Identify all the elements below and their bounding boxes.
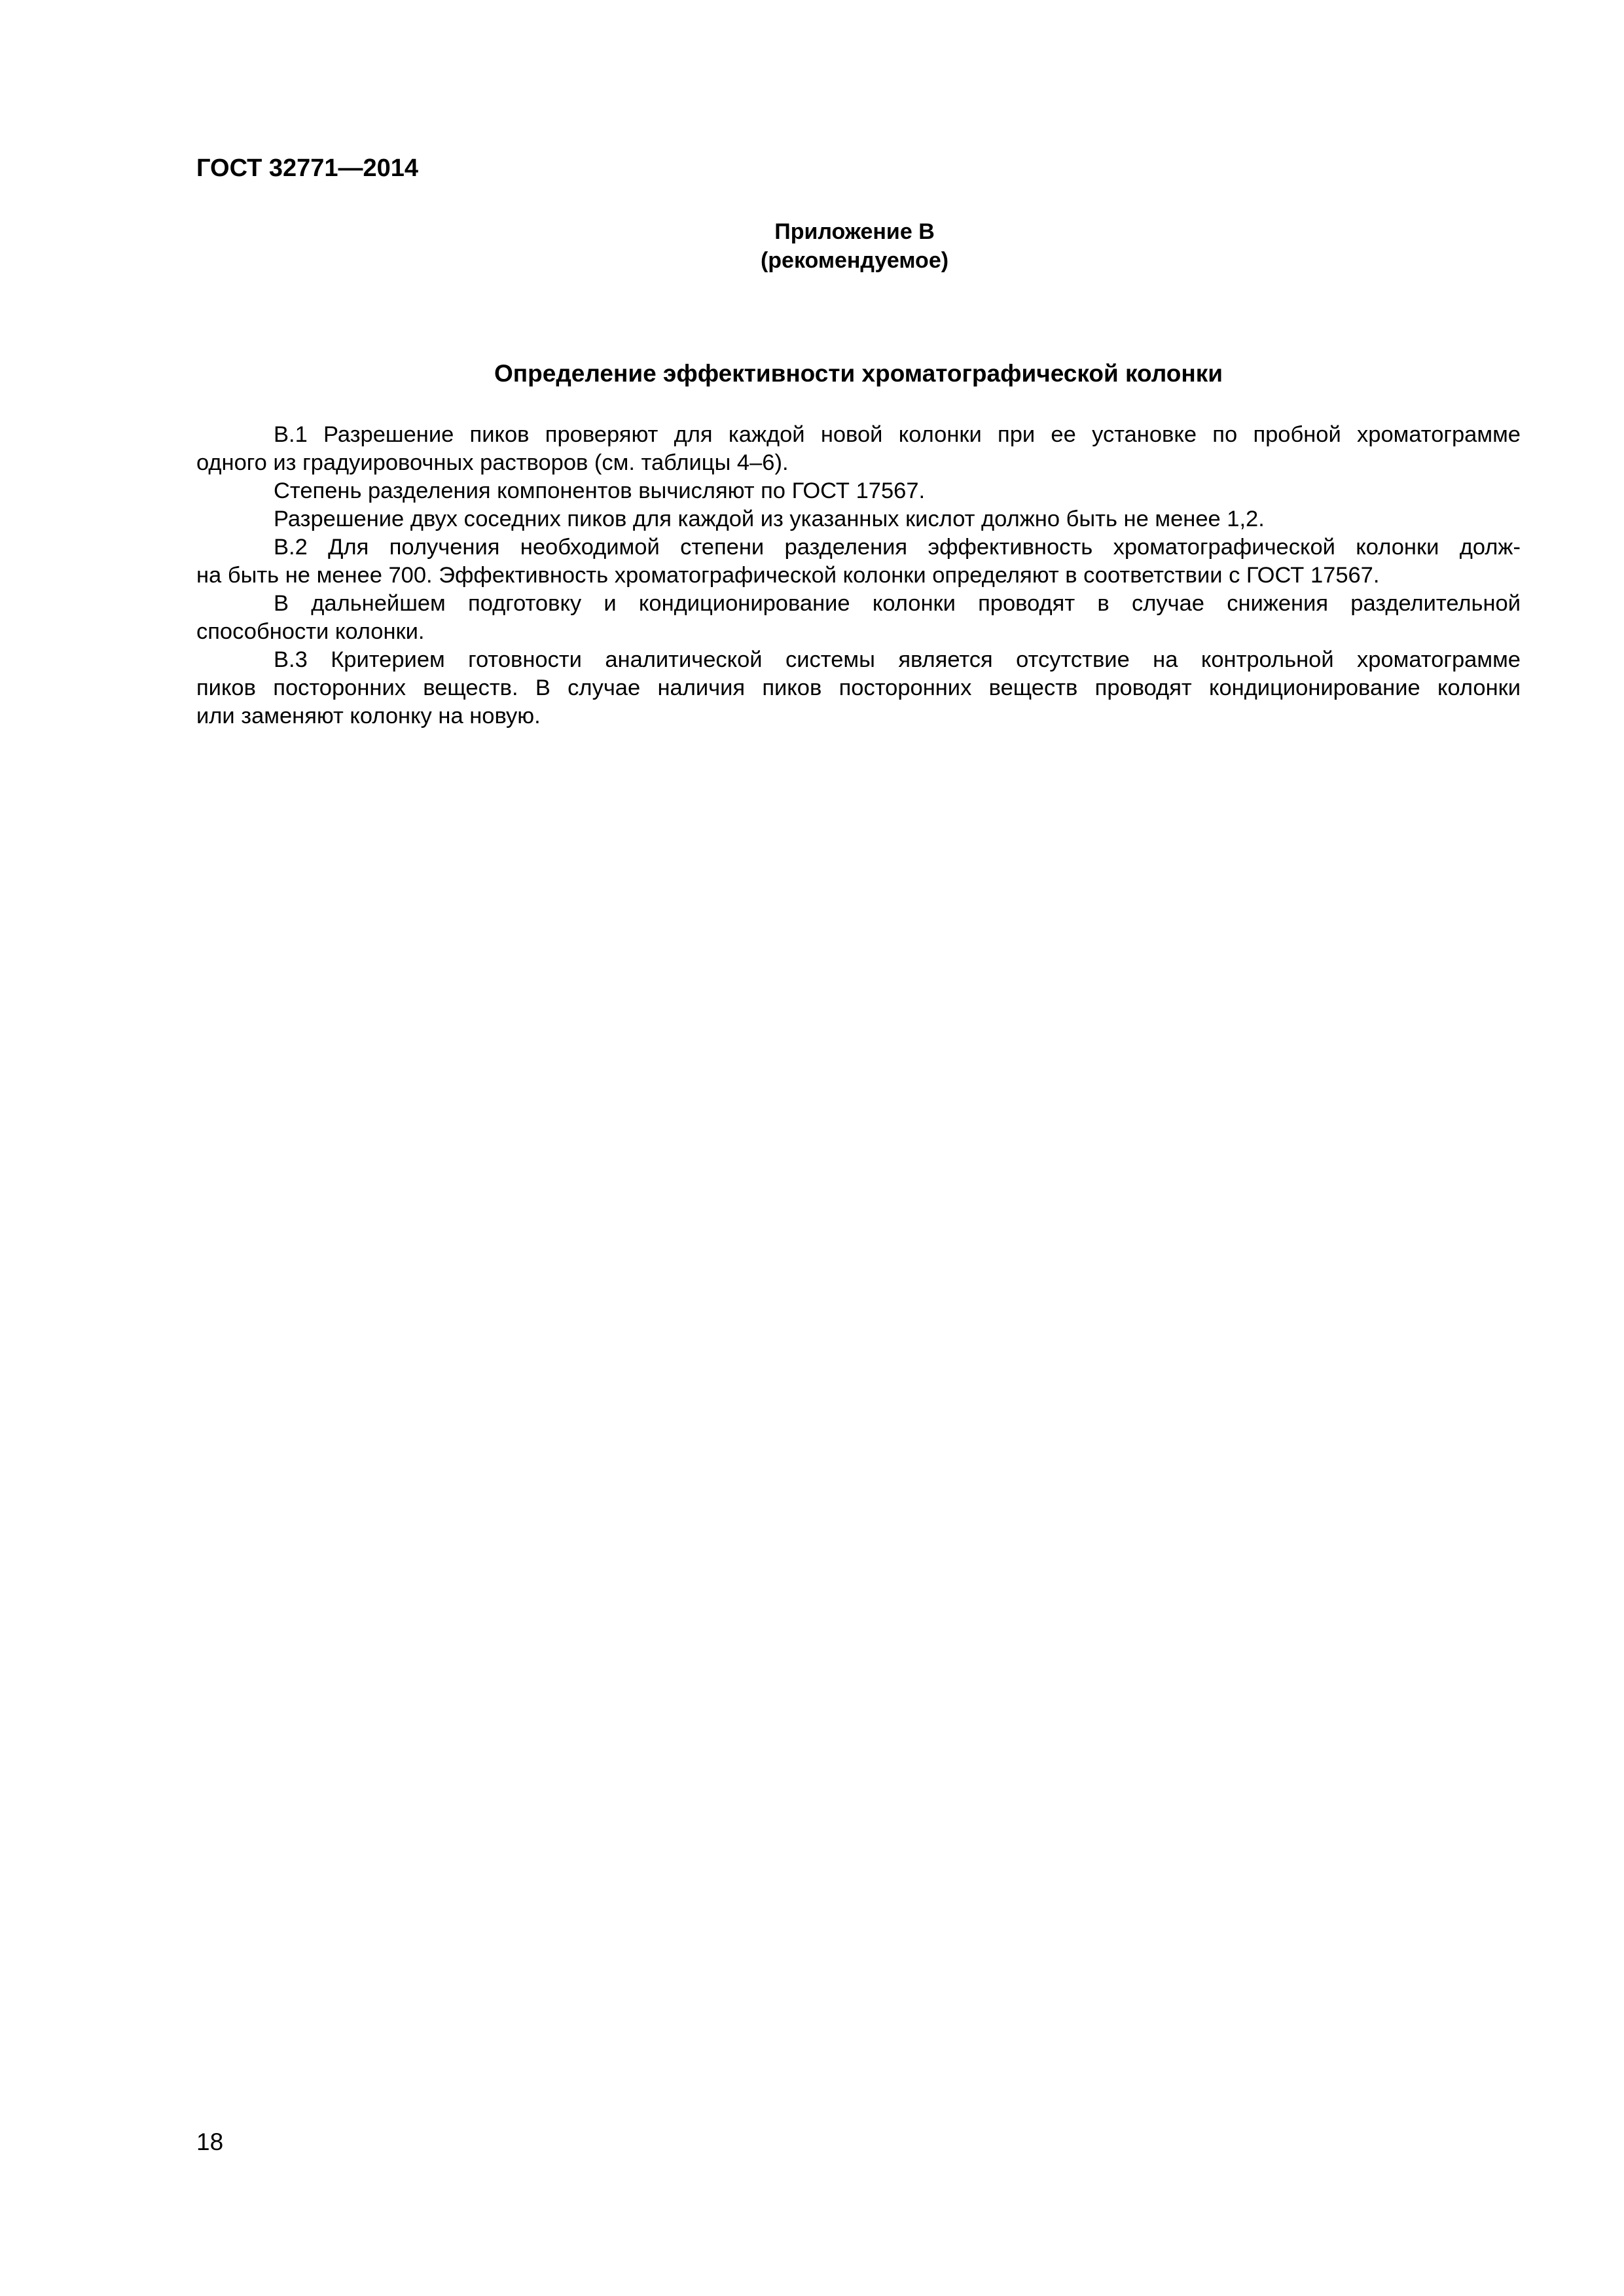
body-line: одного из градуировочных растворов (см. таблицы 4–6). — [196, 450, 789, 475]
body-line: Степень разделения компонентов вычисляют по ГОСТ 17567. — [274, 478, 926, 503]
body-line: способности колонки. — [196, 619, 425, 644]
section-heading: Определение эффективности хроматографической колонки — [494, 360, 1223, 387]
appendix-title: Приложение В — [774, 219, 935, 244]
document-code: ГОСТ 32771—2014 — [196, 154, 419, 182]
body-line: Разрешение двух соседних пиков для каждой из указанных кислот должно быть не менее 1,2. — [274, 507, 1265, 531]
appendix-label — [0, 217, 1624, 275]
body-line: В.1 Разрешение пиков проверяют для каждой новой колонки при ее установке по пробной хроматограмме — [274, 422, 1521, 447]
body-line: пиков посторонних веществ. В случае наличия пиков посторонних веществ проводят кондиционирование колонки — [196, 675, 1521, 700]
body-line: В.3 Критерием готовности аналитической системы является отсутствие на контрольной хроматограмме — [274, 647, 1521, 672]
page-number: 18 — [196, 2128, 224, 2155]
body-line: В.2 Для получения необходимой степени разделения эффективность хроматографической колонки долж- — [274, 535, 1521, 560]
appendix-status: (рекомендуемое) — [760, 248, 949, 273]
body-line: на быть не менее 700. Эффективность хроматографической колонки определяют в соответствии с ГОСТ 17567. — [196, 563, 1380, 588]
body-text — [196, 421, 1521, 730]
body-line: В дальнейшем подготовку и кондиционирование колонки проводят в случае снижения разделительной — [274, 591, 1521, 616]
body-line: или заменяют колонку на новую. — [196, 704, 541, 728]
